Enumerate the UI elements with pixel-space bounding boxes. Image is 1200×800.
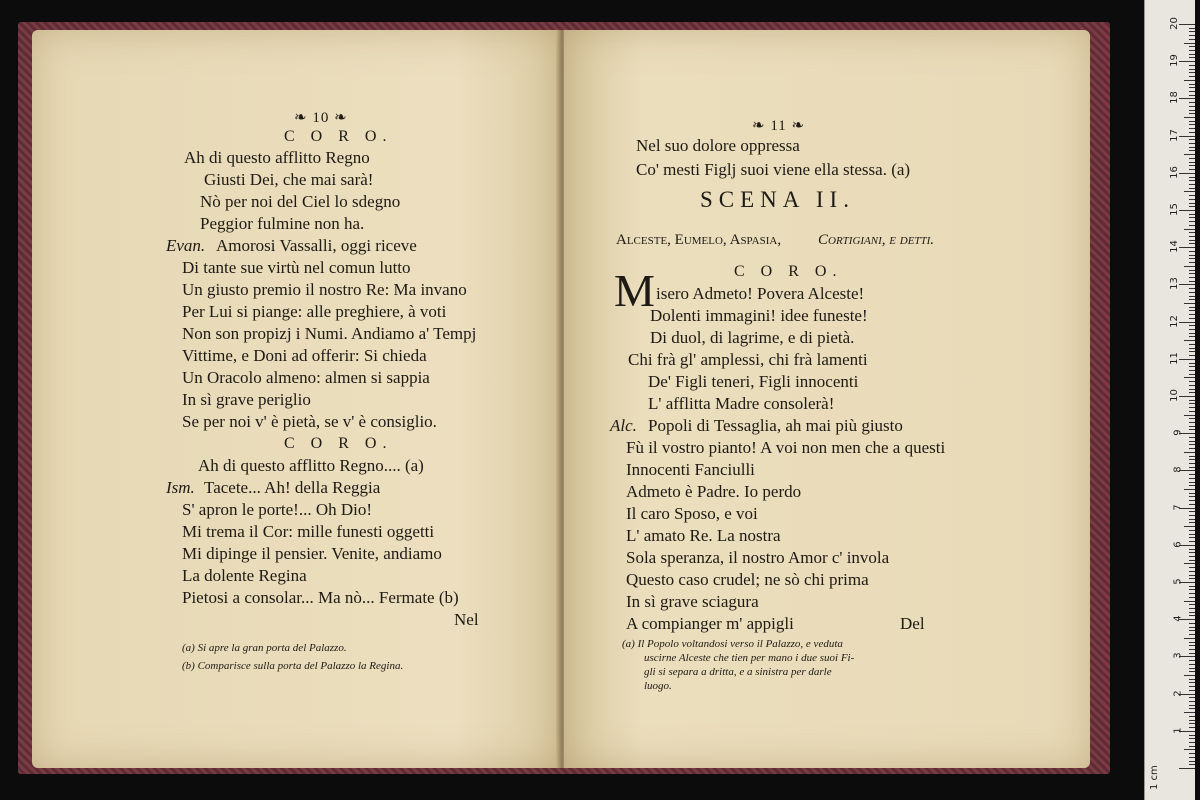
ruler-tick <box>1189 589 1195 590</box>
ruler-tick <box>1189 534 1195 535</box>
ruler-tick <box>1189 258 1195 259</box>
ruler-tick <box>1189 478 1195 479</box>
ruler-tick <box>1189 277 1195 278</box>
ruler-tick <box>1189 203 1195 204</box>
ruler-tick <box>1189 121 1195 122</box>
ruler-tick <box>1184 415 1195 416</box>
ruler-number: 18 <box>1169 91 1181 105</box>
ruler-tick <box>1189 653 1195 654</box>
cast-rest: Cortigiani, e detti. <box>818 232 935 248</box>
ruler-tick <box>1179 396 1195 397</box>
ruler-tick <box>1189 612 1195 613</box>
ruler-tick <box>1179 247 1195 248</box>
verse-line: L' afflitta Madre consolerà! <box>648 394 835 413</box>
ruler-tick <box>1189 57 1195 58</box>
ruler-number: 9 <box>1172 429 1184 436</box>
footnote-b-left: (b) Comparisce sulla porta del Palazzo la Regina. <box>182 660 404 672</box>
ruler-tick <box>1189 318 1195 319</box>
verse-line: A compianger m' appigli <box>626 614 794 633</box>
ruler-unit-label: 1 cm <box>1149 765 1160 790</box>
ruler-tick <box>1189 374 1195 375</box>
ruler-tick <box>1184 191 1195 192</box>
ruler-tick <box>1179 136 1195 137</box>
ruler-tick <box>1189 642 1195 643</box>
ruler-tick <box>1189 426 1195 427</box>
ruler-number: 16 <box>1169 165 1181 179</box>
verse-line: S' apron le porte!... Oh Dio! <box>182 500 373 519</box>
ruler-tick <box>1189 690 1195 691</box>
verse-line: Ah di questo afflitto Regno.... (a) <box>198 456 424 475</box>
ruler-tick <box>1189 225 1195 226</box>
ruler-tick <box>1189 348 1195 349</box>
ruler-tick <box>1189 180 1195 181</box>
verse-line: Per Lui si piange: alle preghiere, à voti <box>182 302 447 321</box>
verse-line: Pietosi a consolar... Ma nò... Fermate (b) <box>182 588 459 607</box>
ruler-number: 10 <box>1169 389 1181 402</box>
ruler-tick <box>1189 530 1195 531</box>
ruler-tick <box>1189 485 1195 486</box>
ruler-number: 1 <box>1172 727 1184 734</box>
ruler-tick <box>1189 214 1195 215</box>
cast-names: Alceste, Eumelo, Aspasia, <box>616 232 782 248</box>
ruler-tick <box>1189 429 1195 430</box>
ruler-tick <box>1189 441 1195 442</box>
ruler-tick <box>1189 333 1195 334</box>
verse-line: Il caro Sposo, e voi <box>626 504 758 523</box>
ruler-tick <box>1189 753 1195 754</box>
ruler-tick <box>1179 768 1195 769</box>
ruler-tick <box>1189 634 1195 635</box>
ruler-tick <box>1189 162 1195 163</box>
ruler-tick <box>1189 511 1195 512</box>
ruler-tick <box>1184 266 1195 267</box>
ruler-tick <box>1189 363 1195 364</box>
ruler-tick <box>1184 154 1195 155</box>
ruler-tick <box>1184 638 1195 639</box>
ruler-tick <box>1189 761 1195 762</box>
ruler-tick <box>1189 132 1195 133</box>
ruler-tick <box>1189 329 1195 330</box>
verse-line: De' Figli teneri, Figli innocenti <box>648 372 859 391</box>
ruler-tick <box>1189 604 1195 605</box>
ruler-tick <box>1189 310 1195 311</box>
ruler-tick <box>1189 113 1195 114</box>
ruler-tick <box>1189 262 1195 263</box>
ruler-tick <box>1189 255 1195 256</box>
ruler-number: 15 <box>1169 203 1181 216</box>
ruler-tick <box>1189 459 1195 460</box>
ruler-tick <box>1189 385 1195 386</box>
ruler-tick <box>1189 496 1195 497</box>
ruler-tick <box>1189 184 1195 185</box>
speaker-alc: Alc. <box>610 416 637 435</box>
ruler-number: 8 <box>1172 466 1184 474</box>
ruler-tick <box>1189 504 1195 505</box>
verse-line: Nel suo dolore oppressa <box>636 136 800 155</box>
ruler-tick <box>1189 552 1195 553</box>
ruler-tick <box>1189 708 1195 709</box>
ruler-tick <box>1189 177 1195 178</box>
ruler-number: 6 <box>1172 541 1184 548</box>
ruler-tick <box>1189 147 1195 148</box>
verse-line: Vittime, e Doni ad offerir: Si chieda <box>182 346 427 365</box>
ruler-tick <box>1189 199 1195 200</box>
speaker-evan: Evan. <box>166 236 206 255</box>
ruler-tick <box>1189 35 1195 36</box>
ruler-tick <box>1184 229 1195 230</box>
measuring-ruler <box>1144 0 1195 800</box>
ruler-tick <box>1184 712 1195 713</box>
ruler-tick <box>1189 102 1195 103</box>
ruler-tick <box>1179 61 1195 62</box>
verse-line: La dolente Regina <box>182 566 307 585</box>
ruler-tick <box>1184 601 1195 602</box>
ruler-tick <box>1189 757 1195 758</box>
ruler-tick <box>1189 128 1195 129</box>
ruler-tick <box>1189 671 1195 672</box>
ruler-tick <box>1189 701 1195 702</box>
ruler-tick <box>1189 493 1195 494</box>
ruler-tick <box>1189 110 1195 111</box>
ruler-tick <box>1184 526 1195 527</box>
ruler-tick <box>1189 288 1195 289</box>
ruler-tick <box>1189 482 1195 483</box>
ruler-tick <box>1184 340 1195 341</box>
ruler-tick <box>1184 43 1195 44</box>
ruler-tick <box>1189 444 1195 445</box>
ruler-tick <box>1189 46 1195 47</box>
ruler-tick <box>1189 418 1195 419</box>
ruler-tick <box>1189 682 1195 683</box>
ruler-tick <box>1189 716 1195 717</box>
verse-line: Mi dipinge il pensier. Venite, andiamo <box>182 544 442 563</box>
ruler-tick <box>1189 336 1195 337</box>
ruler-tick <box>1189 586 1195 587</box>
verse-line: Dolenti immagini! idee funeste! <box>650 306 868 325</box>
ruler-tick <box>1189 169 1195 170</box>
ruler-tick <box>1189 325 1195 326</box>
ruler-number: 20 <box>1169 17 1181 30</box>
verse-line: L' amato Re. La nostra <box>626 526 781 545</box>
ruler-tick <box>1189 742 1195 743</box>
ruler-tick <box>1189 720 1195 721</box>
ruler-tick <box>1189 95 1195 96</box>
ruler-number: 17 <box>1169 128 1181 142</box>
ruler-tick <box>1189 307 1195 308</box>
ruler-tick <box>1189 188 1195 189</box>
ruler-tick <box>1189 355 1195 356</box>
ruler-tick <box>1189 124 1195 125</box>
ruler-tick <box>1189 281 1195 282</box>
ruler-tick <box>1189 627 1195 628</box>
ruler-tick <box>1189 232 1195 233</box>
verse-line: Sola speranza, il nostro Amor c' invola <box>626 548 890 567</box>
ruler-tick <box>1189 165 1195 166</box>
speaker-ism: Ism. <box>166 478 195 497</box>
coro-heading-right: C O R O. <box>734 263 843 280</box>
verse-line: Tacete... Ah! della Reggia <box>204 478 381 497</box>
ruler-tick <box>1189 437 1195 438</box>
verse-line: Questo caso crudel; ne sò chi prima <box>626 570 869 589</box>
ruler-tick <box>1189 195 1195 196</box>
ruler-tick <box>1189 240 1195 241</box>
verse-line: Ah di questo afflitto Regno <box>184 148 370 167</box>
ruler-tick <box>1189 679 1195 680</box>
ruler-tick <box>1189 76 1195 77</box>
ruler-tick <box>1189 697 1195 698</box>
ruler-number: 12 <box>1169 314 1181 328</box>
ruler-tick <box>1189 448 1195 449</box>
verse-line: Non son propizj i Numi. Andiamo a' Tempj <box>182 324 477 343</box>
ruler-tick <box>1189 143 1195 144</box>
ruler-tick <box>1189 422 1195 423</box>
ruler-tick <box>1189 366 1195 367</box>
ruler-tick <box>1189 370 1195 371</box>
ruler-tick <box>1189 686 1195 687</box>
ruler-tick <box>1189 575 1195 576</box>
catchword-right: Del <box>900 614 925 633</box>
coro-heading-2: C O R O. <box>284 435 393 452</box>
ruler-tick <box>1189 403 1195 404</box>
ruler-tick <box>1189 31 1195 32</box>
ruler-tick <box>1189 411 1195 412</box>
ruler-tick <box>1189 344 1195 345</box>
ruler-tick <box>1189 314 1195 315</box>
ruler-tick <box>1189 705 1195 706</box>
verse-line: Chi frà gl' amplessi, chi frà lamenti <box>628 350 868 369</box>
ruler-tick <box>1179 173 1195 174</box>
ruler-tick <box>1189 668 1195 669</box>
ruler-tick <box>1189 456 1195 457</box>
footnote-a-left: (a) Si apre la gran porta del Palazzo. <box>182 642 347 654</box>
ruler-tick <box>1189 87 1195 88</box>
ruler-tick <box>1189 84 1195 85</box>
right-page <box>564 30 1090 768</box>
catchword-left: Nel <box>454 610 479 629</box>
ruler-number: 3 <box>1172 652 1184 660</box>
ruler-tick <box>1189 522 1195 523</box>
ruler-tick <box>1189 392 1195 393</box>
ruler-number: 13 <box>1169 277 1181 291</box>
ruler-tick <box>1189 537 1195 538</box>
ruler-tick <box>1189 727 1195 728</box>
ruler-tick <box>1189 660 1195 661</box>
verse-line: In sì grave sciagura <box>626 592 759 611</box>
verse-line: Fù il vostro pianto! A voi non men che a questi <box>626 438 946 457</box>
ruler-tick <box>1189 206 1195 207</box>
ruler-tick <box>1189 463 1195 464</box>
ruler-tick <box>1189 541 1195 542</box>
verse-line: Un Oracolo almeno: almen si sappia <box>182 368 430 387</box>
ruler-tick <box>1184 303 1195 304</box>
ruler-tick <box>1189 623 1195 624</box>
ruler-tick <box>1179 210 1195 211</box>
ruler-tick <box>1184 117 1195 118</box>
ruler-tick <box>1189 500 1195 501</box>
ruler-number: 11 <box>1169 351 1181 365</box>
verse-line: Mi trema il Cor: mille funesti oggetti <box>182 522 435 541</box>
ruler-tick <box>1189 351 1195 352</box>
ruler-tick <box>1189 381 1195 382</box>
verse-line: Di duol, di lagrime, e di pietà. <box>650 328 855 347</box>
ruler-tick <box>1189 221 1195 222</box>
ruler-number: 7 <box>1172 503 1184 511</box>
ruler-tick <box>1184 80 1195 81</box>
verse-line: Admeto è Padre. Io perdo <box>626 482 802 501</box>
ruler-number: 2 <box>1172 689 1184 697</box>
ruler-tick <box>1189 723 1195 724</box>
ruler-tick <box>1189 519 1195 520</box>
footnote-line: (a) Il Popolo voltandosi verso il Palazzo, e veduta <box>622 638 843 650</box>
ruler-tick <box>1189 474 1195 475</box>
footnote-line: uscirne Alceste che tien per mano i due suoi Fi- <box>644 652 855 664</box>
ruler-tick <box>1189 615 1195 616</box>
ruler-tick <box>1184 749 1195 750</box>
ruler-tick <box>1184 563 1195 564</box>
verse-line: Innocenti Fanciulli <box>626 460 755 479</box>
ruler-tick <box>1184 489 1195 490</box>
ruler-tick <box>1189 515 1195 516</box>
ruler-tick <box>1189 549 1195 550</box>
drop-cap: M <box>614 265 655 316</box>
ruler-tick <box>1189 243 1195 244</box>
ruler-tick <box>1189 54 1195 55</box>
footnote-line: gli si separa a dritta, e a sinistra per darle <box>644 666 832 678</box>
ruler-tick <box>1184 675 1195 676</box>
verse-line: isero Admeto! Povera Alceste! <box>656 284 865 303</box>
ruler-tick <box>1189 28 1195 29</box>
ruler-tick <box>1189 389 1195 390</box>
ruler-tick <box>1189 467 1195 468</box>
verse-line: Di tante sue virtù nel comun lutto <box>182 258 411 277</box>
ruler-tick <box>1189 630 1195 631</box>
ruler-tick <box>1179 98 1195 99</box>
ruler-tick <box>1189 556 1195 557</box>
ruler-number: 4 <box>1172 615 1184 622</box>
ruler-tick <box>1189 560 1195 561</box>
verse-line: Giusti Dei, che mai sarà! <box>204 170 374 189</box>
ruler-tick <box>1189 251 1195 252</box>
ruler-tick <box>1189 91 1195 92</box>
verse-line: Co' mesti Figlj suoi viene ella stessa. (a) <box>636 160 911 179</box>
ruler-number: 19 <box>1169 54 1181 68</box>
ruler-tick <box>1189 567 1195 568</box>
verse-line: Amorosi Vassalli, oggi riceve <box>216 236 417 255</box>
ruler-number: 5 <box>1172 578 1184 585</box>
ruler-tick <box>1189 292 1195 293</box>
ruler-tick <box>1189 273 1195 274</box>
verse-line: Nò per noi del Ciel lo sdegno <box>200 192 401 211</box>
ruler-tick <box>1189 139 1195 140</box>
ruler-tick <box>1189 649 1195 650</box>
ruler-tick <box>1189 69 1195 70</box>
ruler-tick <box>1184 452 1195 453</box>
ruler-tick <box>1179 24 1195 25</box>
ruler-tick <box>1189 571 1195 572</box>
verse-line: Se per noi v' è pietà, se v' è consiglio. <box>182 412 437 431</box>
ruler-tick <box>1189 664 1195 665</box>
left-page <box>32 30 560 768</box>
ruler-tick <box>1189 39 1195 40</box>
ruler-tick <box>1189 735 1195 736</box>
verse-line: In sì grave periglio <box>182 390 311 409</box>
verse-line: Popoli di Tessaglia, ah mai più giusto <box>648 416 903 435</box>
coro-heading-1: C O R O. <box>284 128 393 145</box>
ruler-tick <box>1179 322 1195 323</box>
ruler-tick <box>1189 72 1195 73</box>
ruler-tick <box>1189 597 1195 598</box>
ruler-tick <box>1189 738 1195 739</box>
verse-line: Un giusto premio il nostro Re: Ma invano <box>182 280 467 299</box>
ruler-tick <box>1189 400 1195 401</box>
ruler-tick <box>1189 746 1195 747</box>
ruler-tick <box>1189 150 1195 151</box>
ruler-tick <box>1189 299 1195 300</box>
ruler-tick <box>1189 50 1195 51</box>
ruler-tick <box>1189 645 1195 646</box>
ruler-number: 14 <box>1169 240 1181 254</box>
ruler-tick <box>1189 578 1195 579</box>
ruler-tick <box>1189 217 1195 218</box>
ruler-tick <box>1189 764 1195 765</box>
ruler-tick <box>1189 65 1195 66</box>
ruler-tick <box>1189 608 1195 609</box>
ruler-tick <box>1184 377 1195 378</box>
verse-line: Peggior fulmine non ha. <box>200 214 365 233</box>
ruler-tick <box>1189 407 1195 408</box>
ruler-tick <box>1179 359 1195 360</box>
ruler-tick <box>1189 106 1195 107</box>
ruler-tick <box>1189 593 1195 594</box>
scene-title: SCENA II. <box>700 187 855 212</box>
ruler-tick <box>1189 296 1195 297</box>
ruler-tick <box>1189 158 1195 159</box>
ruler-tick <box>1179 284 1195 285</box>
page-number-left: ❧ 10 ❧ <box>294 110 348 126</box>
ruler-tick <box>1189 270 1195 271</box>
ruler-tick <box>1189 236 1195 237</box>
footnote-line: luogo. <box>644 680 672 692</box>
page-number-right: ❧ 11 ❧ <box>752 118 806 134</box>
